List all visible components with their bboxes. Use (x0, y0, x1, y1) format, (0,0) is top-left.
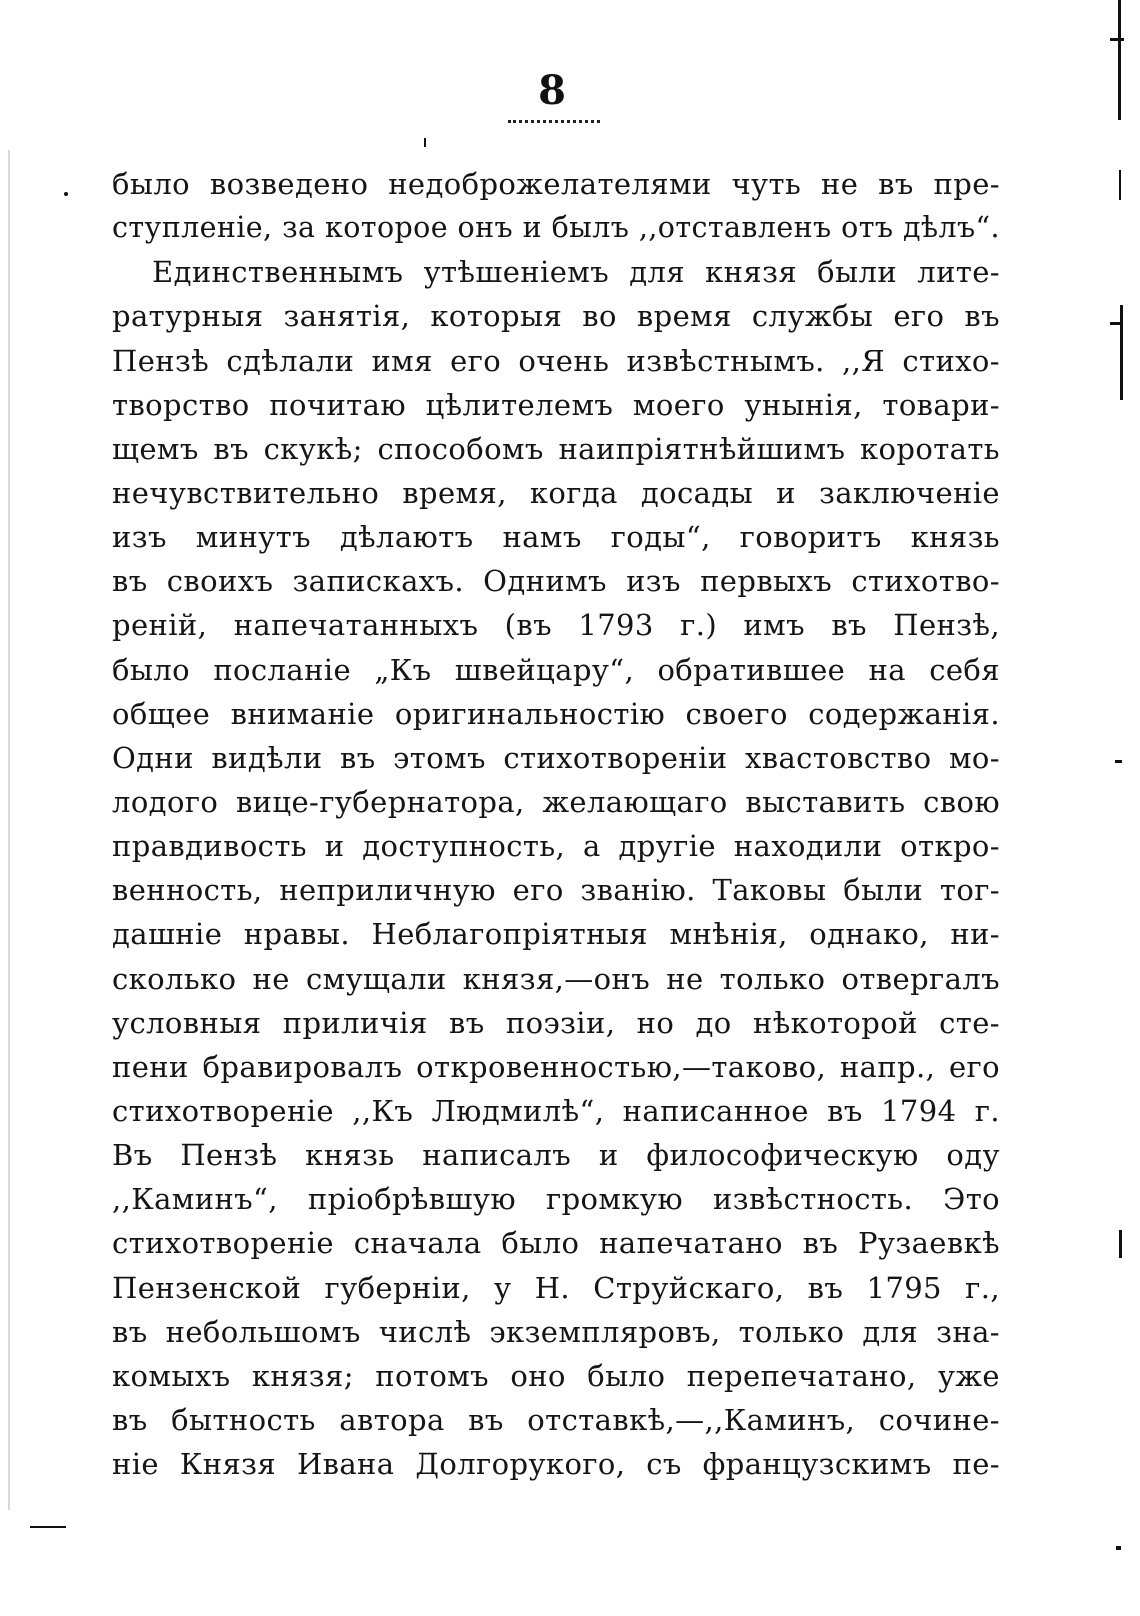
text-line: Единственнымъ утѣшеніемъ для князя были лите- (152, 255, 1000, 290)
text-line: ніе Князя Ивана Долгорукого, съ французскимъ пе- (112, 1447, 1000, 1482)
text-line: щемъ въ скукѣ; способомъ наипріятнѣйшимъ коротать (112, 431, 1000, 466)
page-number-rule (508, 120, 600, 123)
text-line: нечувствительно время, когда досады и заключеніе (112, 475, 1000, 510)
text-line: реній, напечатанныхъ (въ 1793 г.) имъ въ Пензѣ, (112, 608, 1000, 643)
page-number: 8 (538, 67, 566, 114)
scan-edge-mark (1110, 322, 1122, 325)
text-line: ,,Каминъ“, пріобрѣвшую громкую извѣстность. Это (112, 1182, 1000, 1217)
text-line: творство почитаю цѣлителемъ моего унынія, товари- (112, 387, 1000, 422)
text-line: правдивость и доступность, а другіе находили откро- (112, 829, 1000, 864)
text-line: въ бытность автора въ отставкѣ,—,,Каминъ, сочине- (112, 1402, 1000, 1437)
scan-edge-mark (8, 150, 10, 1510)
text-line: ступленіе, за которое онъ и былъ ,,отставленъ отъ дѣлъ“. (112, 211, 1000, 245)
text-line: пени бравировалъ откровенностью,—таково, напр., его (112, 1049, 1000, 1084)
text-line: было посланіе „Къ швейцару“, обратившее на себя (112, 652, 1000, 687)
text-line: условныя приличія въ поэзіи, но до нѣкоторой сте- (112, 1005, 1000, 1040)
text-line: Пензѣ сдѣлали имя его очень извѣстнымъ. ,,Я стихо- (112, 343, 1000, 378)
scan-edge-mark (1115, 760, 1122, 763)
scan-edge-mark (30, 1526, 66, 1528)
text-line: ратурныя занятія, которыя во время службы его въ (112, 299, 1000, 334)
text-line: Одни видѣли въ этомъ стихотвореніи хвастовство мо- (112, 740, 1000, 775)
text-line: Пензенской губерніи, у Н. Струйскаго, въ 1795 г., (112, 1270, 1000, 1305)
scan-edge-mark (1118, 0, 1121, 120)
body-text (112, 162, 1000, 1486)
text-line: въ небольшомъ числѣ экземпляровъ, только для зна- (112, 1314, 1000, 1349)
text-line: венность, неприличную его званію. Таковы были тог- (112, 873, 1000, 908)
scan-edge-mark (1110, 38, 1124, 41)
text-line: стихотвореніе сначала было напечатано въ Рузаевкѣ (112, 1226, 1000, 1261)
scan-edge-mark (1119, 170, 1121, 200)
scan-edge-mark (424, 138, 426, 147)
text-line: комыхъ князя; потомъ оно было перепечатано, уже (112, 1358, 1000, 1393)
scan-edge-mark (64, 192, 68, 196)
scan-edge-mark (1116, 1546, 1121, 1550)
text-line: изъ минутъ дѣлаютъ намъ годы“, говоритъ князь (112, 520, 1000, 555)
scan-edge-mark (1120, 305, 1123, 400)
scan-edge-mark (1119, 1230, 1122, 1258)
text-line: сколько не смущали князя,—онъ не только отвергалъ (112, 961, 1000, 996)
text-line: было возведено недоброжелателями чуть не въ пре- (112, 167, 1000, 201)
text-line: дашніе нравы. Неблагопріятныя мнѣнія, однако, ни- (112, 917, 1000, 952)
text-line: лодого вице-губернатора, желающаго выставить свою (112, 784, 1000, 819)
text-line: общее вниманіе оригинальностію своего содержанія. (112, 696, 1000, 731)
text-line: стихотвореніе ,,Къ Людмилѣ“, написанное въ 1794 г. (112, 1093, 1000, 1128)
text-line: Въ Пензѣ князь написалъ и философическую оду (112, 1138, 1000, 1173)
text-line: въ своихъ запискахъ. Однимъ изъ первыхъ стихотво- (112, 564, 1000, 599)
